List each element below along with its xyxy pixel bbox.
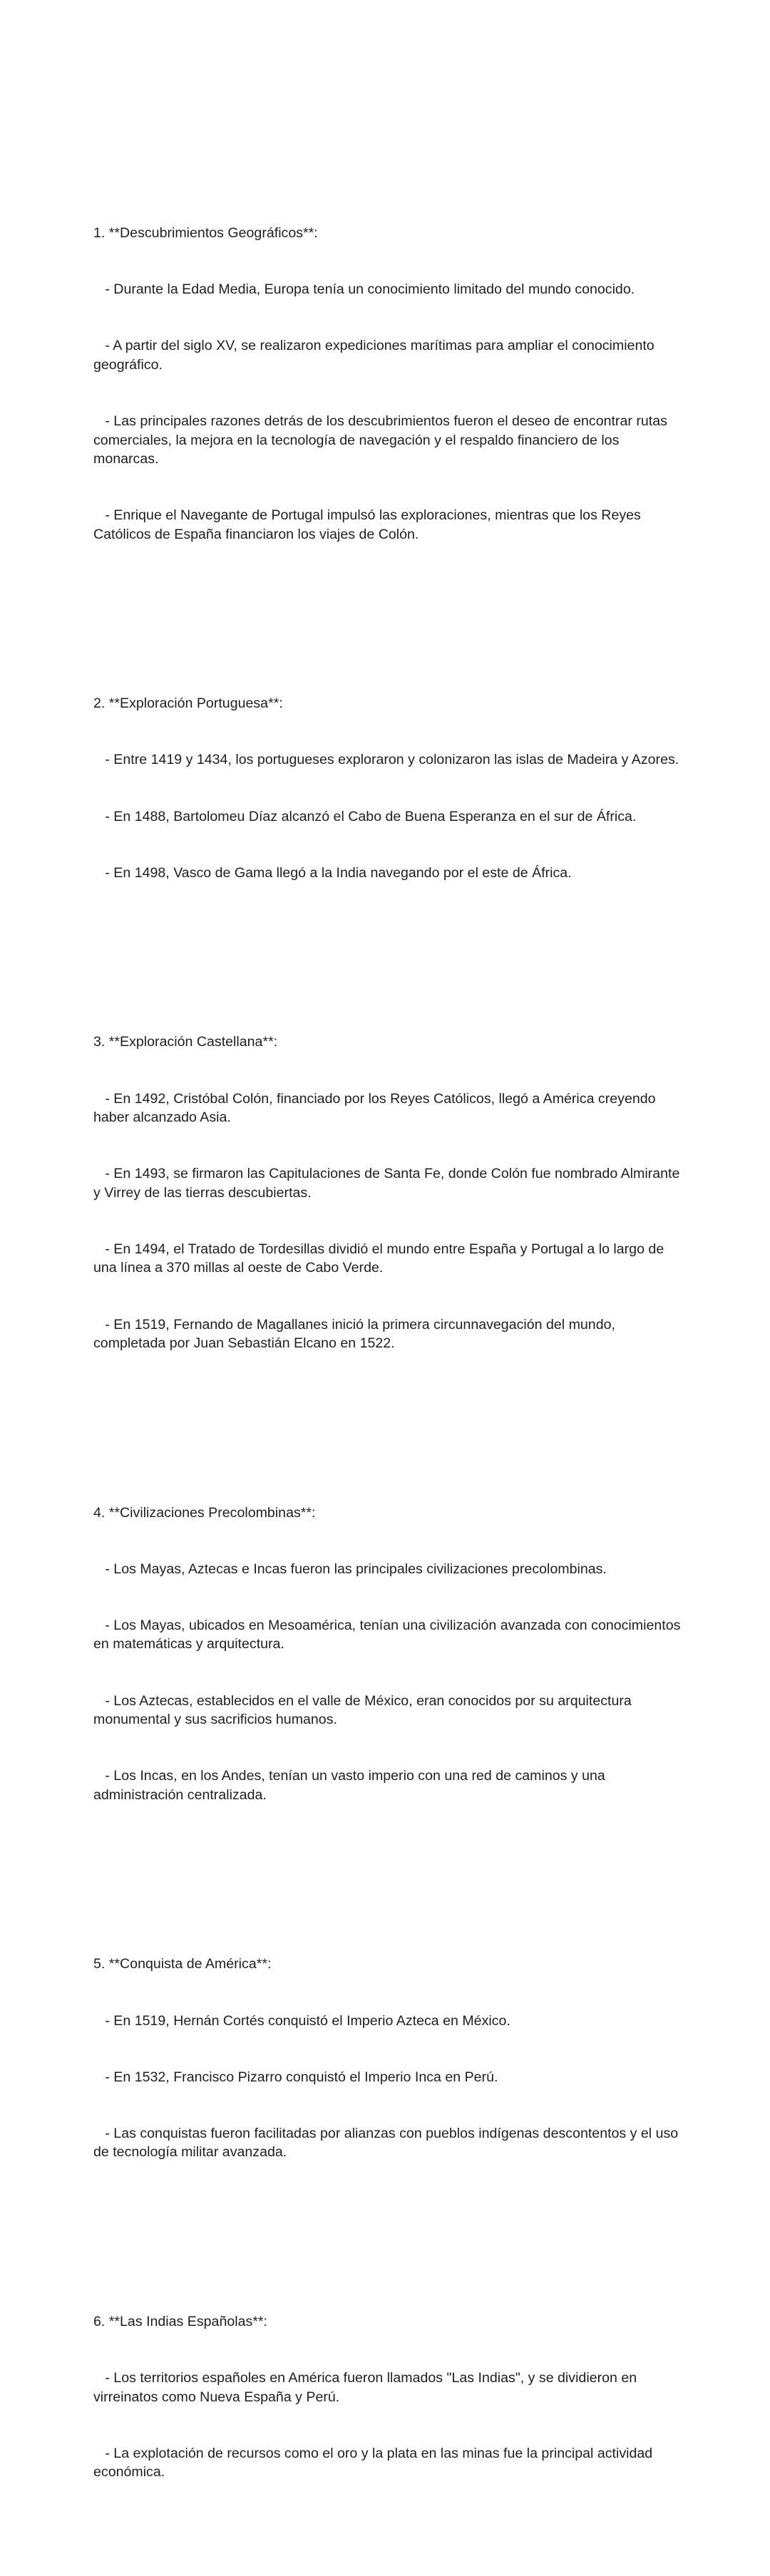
document-body [93,130,685,2576]
section-heading: 4. **Civilizaciones Precolombinas**: [93,1504,316,1521]
section-indias-espanolas [93,2275,685,2519]
bullet-item: - Los Mayas, ubicados en Mesoamérica, tenían una civilización avanzada con conocimientos en matemáticas y arquitectura. [93,1618,684,1652]
bullet-item: - En 1532, Francisco Pizarro conquistó el Imperio Inca en Perú. [93,2069,498,2085]
bullet-item: - La explotación de recursos como el oro y la plata en las minas fue la principal actividad económica. [93,2445,657,2481]
section-exploracion-portuguesa [93,656,685,920]
section-heading: 5. **Conquista de América**: [93,1956,272,1972]
bullet-item: - Los territorios españoles en América fueron llamados "Las Indias", y se dividieron en virreinatos como Nueva España y Perú. [93,2370,641,2405]
section-heading: 2. **Exploración Portuguesa**: [93,695,283,712]
section-heading: 1. **Descubrimientos Geográficos**: [93,225,318,242]
bullet-item: - En 1494, el Tratado de Tordesillas dividió el mundo entre España y Portugal a lo largo de una línea a 370 millas al oeste de Cabo Verde. [93,1241,668,1276]
bullet-item: - Los Incas, en los Andes, tenían un vasto imperio con una red de caminos y una administración centralizada. [93,1768,610,1803]
section-civilizaciones-precolombinas [93,1466,685,1842]
bullet-item: - En 1498, Vasco de Gama llegó a la India navegando por el este de África. [93,864,572,881]
section-heading: 6. **Las Indias Españolas**: [93,2314,267,2330]
bullet-item: - En 1519, Hernán Cortés conquistó el Imperio Azteca en México. [93,2012,510,2029]
bullet-item: - Las principales razones detrás de los descubrimientos fueron el deseo de encontrar rutas comerciales, la mejora en la tecnología de navegación y el respaldo financiero de los monarcas. [93,413,672,467]
bullet-item: - A partir del siglo XV, se realizaron expediciones marítimas para ampliar el conocimiento geográfico. [93,338,659,373]
section-heading: 3. **Exploración Castellana**: [93,1034,278,1050]
section-conquista-america [93,1918,685,2200]
bullet-item: - Enrique el Navegante de Portugal impulsó las exploraciones, mientras que los Reyes Católicos de España financiaron los viajes de Colón. [93,507,645,542]
bullet-item: - Los Mayas, Aztecas e Incas fueron las principales civilizaciones precolombinas. [93,1561,607,1577]
bullet-item: - En 1488, Bartolomeu Díaz alcanzó el Cabo de Buena Esperanza en el sur de África. [93,808,637,824]
section-exploracion-castellana [93,995,685,1391]
bullet-item: - Las conquistas fueron facilitadas por alianzas con pueblos indígenas descontentos y el uso de tecnología militar avanzada. [93,2126,682,2161]
bullet-item: - En 1493, se firmaron las Capitulaciones de Santa Fe, donde Colón fue nombrado Almirante y Virrey de las tierras descubiertas. [93,1166,684,1201]
section-descubrimientos [93,186,685,581]
bullet-item: - Los Aztecas, establecidos en el valle de México, eran conocidos por su arquitectura monumental y sus sacrificios humanos. [93,1692,636,1728]
bullet-item: - Entre 1419 y 1434, los portugueses exploraron y colonizaron las islas de Madeira y Azores. [93,752,679,768]
bullet-item: - En 1519, Fernando de Magallanes inició la primera circunnavegación del mundo, completada por Juan Sebastián Elcano en 1522. [93,1316,620,1351]
bullet-item: - Durante la Edad Media, Europa tenía un conocimiento limitado del mundo conocido. [93,281,635,298]
bullet-item: - En 1492, Cristóbal Colón, financiado por los Reyes Católicos, llegó a América creyendo haber alcanzado Asia. [93,1090,659,1126]
